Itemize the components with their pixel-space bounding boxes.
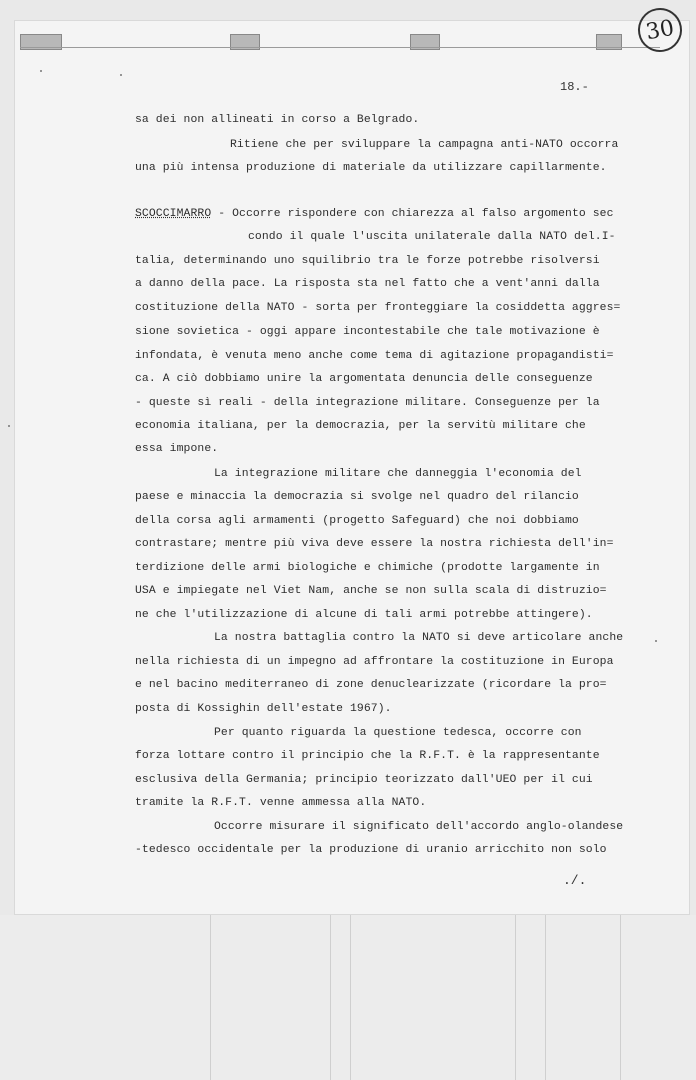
text-line: paese e minaccia la democrazia si svolge nel quadro del rilancio bbox=[135, 491, 579, 503]
text-line: condo il quale l'uscita unilaterale dalla NATO del.I- bbox=[248, 231, 616, 243]
text-line: economia italiana, per la democrazia, per la servitù militare che bbox=[135, 420, 586, 432]
text-line: ca. A ciò dobbiamo unire la argomentata denuncia delle conseguenze bbox=[135, 373, 593, 385]
text-line: una più intensa produzione di materiale da utilizzare capillarmente. bbox=[135, 162, 607, 174]
text-line: La integrazione militare che danneggia l'economia del bbox=[214, 468, 582, 480]
text-line: nella richiesta di un impegno ad affrontare la costituzione in Europa bbox=[135, 656, 614, 668]
text-line: forza lottare contro il principio che la R.F.T. è la rappresentante bbox=[135, 750, 600, 762]
text-line: della corsa agli armamenti (progetto Safeguard) che noi dobbiamo bbox=[135, 515, 579, 527]
text-line: La nostra battaglia contro la NATO si deve articolare anche bbox=[214, 632, 624, 644]
text-line: SCOCCIMARRO - Occorre rispondere con chiarezza al falso argomento sec bbox=[135, 208, 614, 220]
text-line: contrastare; mentre più viva deve essere la nostra richiesta dell'in= bbox=[135, 538, 614, 550]
text-line: terdizione delle armi biologiche e chimiche (prodotte largamente in bbox=[135, 562, 600, 574]
text-line: sione sovietica - oggi appare incontestabile che tale motivazione è bbox=[135, 326, 600, 338]
text-line: Ritiene che per sviluppare la campagna anti-NATO occorra bbox=[230, 139, 619, 151]
top-rule bbox=[20, 47, 660, 48]
text-line: essa impone. bbox=[135, 443, 219, 455]
text-line: tramite la R.F.T. venne ammessa alla NATO. bbox=[135, 797, 427, 809]
text-line: posta di Kossighin dell'estate 1967). bbox=[135, 703, 392, 715]
text-line: infondata, è venuta meno anche come tema di agitazione propagandisti= bbox=[135, 350, 614, 362]
text-line: a danno della pace. La risposta sta nel fatto che a vent'anni dalla bbox=[135, 278, 600, 290]
paper-speck bbox=[8, 425, 10, 427]
text-line: Occorre misurare il significato dell'accordo anglo-olandese bbox=[214, 821, 624, 833]
text-line: - queste sì reali - della integrazione militare. Conseguenze per la bbox=[135, 397, 600, 409]
paper-speck bbox=[655, 640, 657, 642]
speaker-name: SCOCCIMARRO bbox=[135, 208, 212, 220]
continuation-mark: ./. bbox=[563, 873, 587, 888]
text-line: -tedesco occidentale per la produzione di uranio arricchito non solo bbox=[135, 844, 607, 856]
text-line: e nel bacino mediterraneo di zone denuclearizzate (ricordare la pro= bbox=[135, 679, 607, 691]
text-line: costituzione della NATO - sorta per fronteggiare la cosiddetta aggres= bbox=[135, 302, 621, 314]
lower-page-edge bbox=[0, 915, 696, 1080]
paper-speck bbox=[120, 74, 122, 76]
paper-speck bbox=[40, 70, 42, 72]
page-number: 18.- bbox=[560, 80, 589, 94]
text-line: USA e impiegate nel Viet Nam, anche se non sulla scala di distruzio= bbox=[135, 585, 607, 597]
text-line: Per quanto riguarda la questione tedesca, occorre con bbox=[214, 727, 582, 739]
text-line: sa dei non allineati in corso a Belgrado. bbox=[135, 114, 420, 126]
page-stamp: 30 bbox=[635, 5, 686, 56]
text-line: talia, determinando uno squilibrio tra le forze potrebbe risolversi bbox=[135, 255, 600, 267]
text-line: esclusiva della Germania; principio teorizzato dall'UEO per il cui bbox=[135, 774, 593, 786]
text-line: ne che l'utilizzazione di alcune di tali armi potrebbe attingere). bbox=[135, 609, 593, 621]
